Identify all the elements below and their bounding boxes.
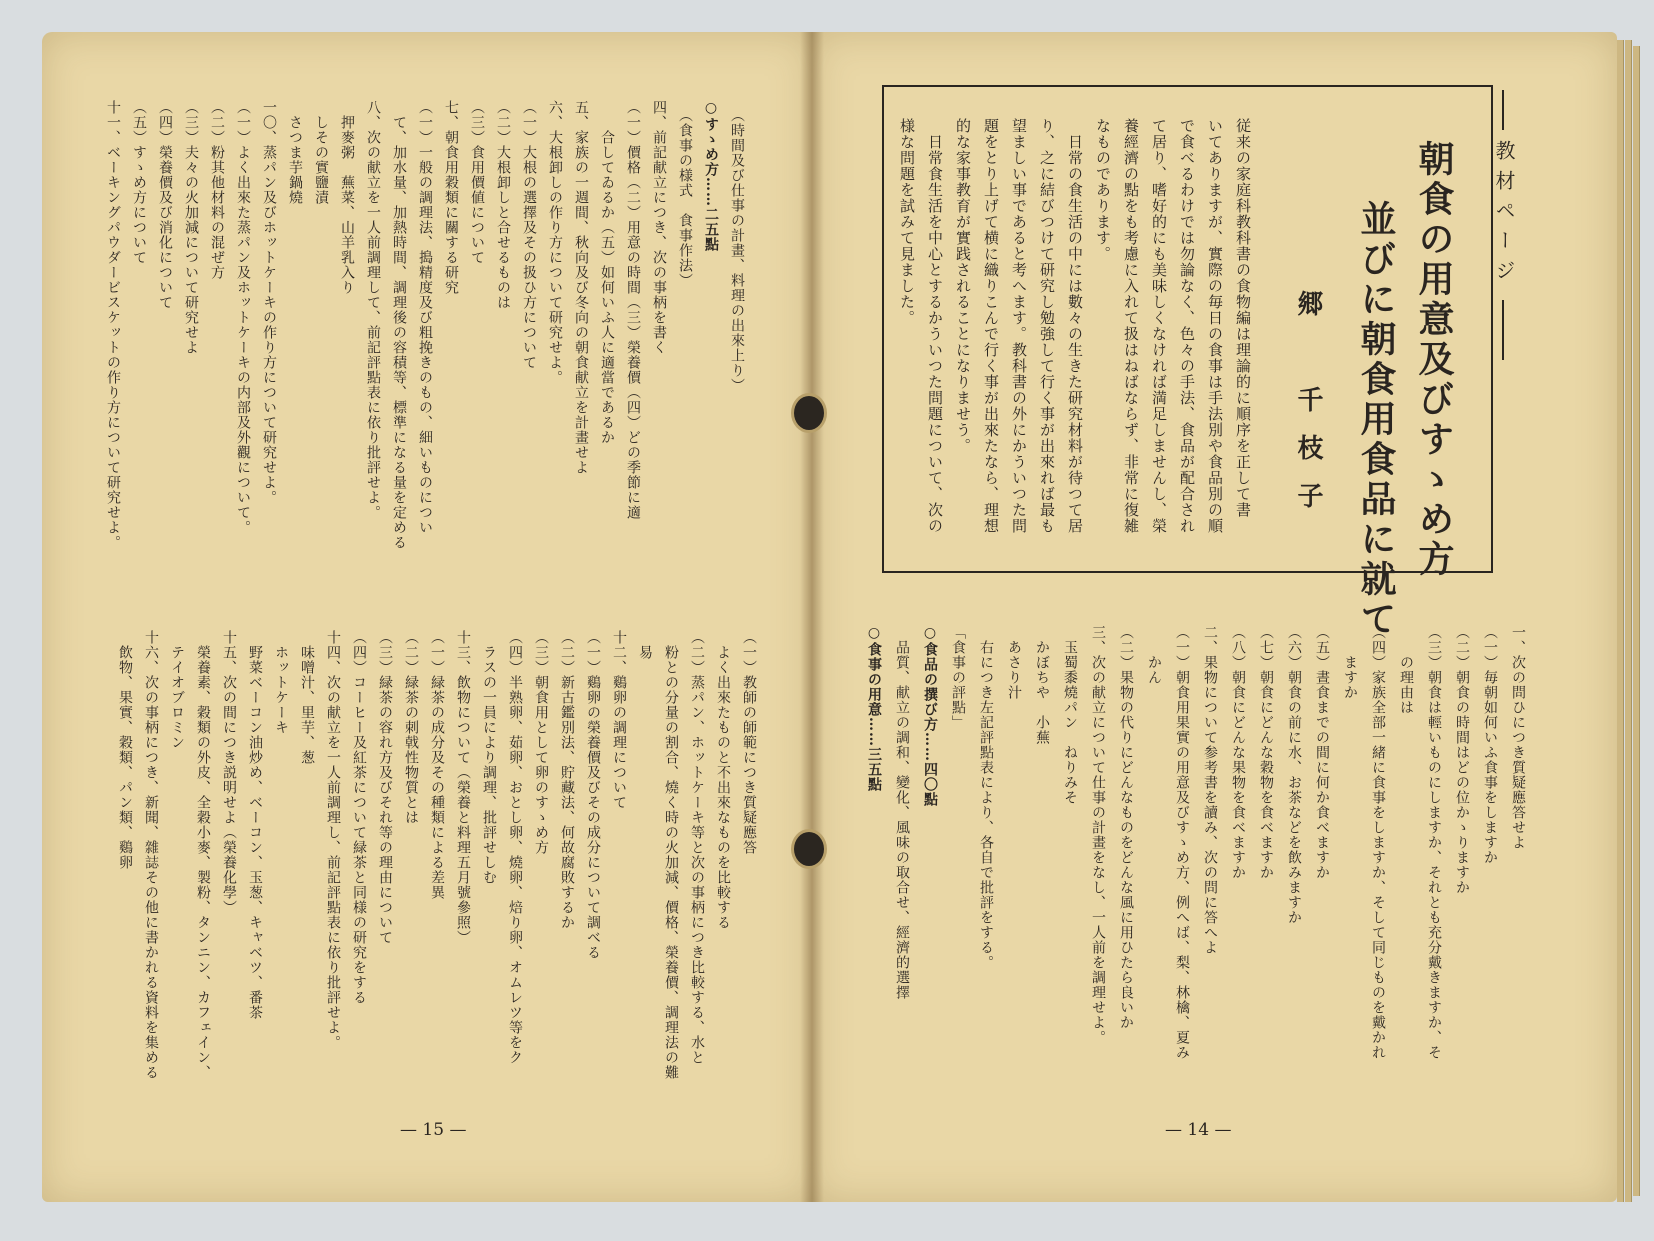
text-column: なものであります。 [1094,118,1112,262]
binding-hole [794,832,824,866]
text-column: （四）家族全部一緒に食事をしますか、そして同じものを戴かれ [1370,625,1386,1060]
text-column: 題をとり上げて横に織りこんで行く事が出來たなら、理想 [982,118,1000,534]
text-column: 三、次の献立について仕事の計畫をなし、一人前を調理せよ。 [1090,625,1106,1045]
text-column: （一）朝食用果實の用意及びすゝめ方、例へば、梨、林檎、夏み [1174,625,1190,1060]
text-column: かん [1146,625,1162,685]
text-column: （四）コーヒー及紅茶について緑茶と同様の研究をする [351,630,367,1005]
text-column: （一）教師の師範につき質疑應答 [741,630,757,855]
text-column: （三）食用價値について [469,100,485,265]
text-column: の理由は [1398,625,1414,715]
text-column: （二）粉其他材料の混ぜ方 [209,100,225,280]
corner-label: 教材ページ [1492,140,1516,290]
page-edge [1633,46,1640,1196]
article-title-line1: 朝食の用意及びすゝめ方 [1413,140,1455,580]
text-column: て居り、嗜好的にも美味しくなければ満足しませんし、榮 [1150,118,1168,534]
corner-rule [1502,300,1504,360]
page-number-right: — 14 — [1165,1120,1232,1140]
binding-hole [794,396,824,430]
text-column: 品質、献立の調和、變化、風味の取合せ、經濟的選擇 [894,625,910,1000]
text-column: ○食事の用意……三五點 [866,625,882,792]
text-column: （二）大根卸しと合せるものは [495,100,511,310]
left-lower-questions [112,630,762,1110]
text-column: り、之に結びつけて研究し勉強して行く事が出來れば最も [1038,118,1056,534]
text-column: 様な問題を試みて見ました。 [898,118,916,326]
book-spine [800,32,824,1202]
text-column: 合してゐるか（五）如何いふ人に適當であるか [599,100,615,445]
text-column: 飲物、果實、穀類、パン類、鷄卵 [117,630,133,870]
text-column: テイオブロミン [169,630,185,750]
text-column: 従来の家庭科教科書の食物編は理論的に順序を正して書 [1234,118,1252,518]
left-upper-questions [100,100,750,580]
text-column: 日常の食生活の中には數々の生きた研究材料が待つて居 [1066,118,1084,534]
text-column: しその實鹽漬 [313,100,329,205]
text-column: ホットケーキ [273,630,289,735]
text-column: （三）朝食用として卵のすゝめ方 [533,630,549,855]
page-number-left: — 15 — [400,1120,467,1140]
text-column: 榮養素、穀類の外皮、全穀小麥、製粉、タンニン、カフェイン、 [195,630,211,1080]
text-column: ○食品の撰び方……四〇點 [922,625,938,807]
text-column: 押麥粥 蕪菜、山羊乳入り [339,100,355,295]
text-column: （一）大根の選擇及その扱ひ方について [521,100,537,370]
text-column: （三）朝食は輕いものにしますか、それとも充分戴きますか、そ [1426,625,1442,1060]
text-column: （四）半熟卵、茹卵、おとし卵、燒卵、焙り卵、オムレツ等をク [507,630,523,1065]
text-column: いてありますが、實際の毎日の食事は手法別や食品別の順 [1206,118,1224,534]
text-column: （二）新古鑑別法、貯藏法、何故腐敗するか [559,630,575,930]
text-column: 右につき左記評點表により、各自で批評をする。 [978,625,994,970]
text-column: （時間及び仕事の計畫、料理の出來上り） [729,100,745,393]
text-column: （食事の様式 食事作法） [677,100,693,288]
text-column: よく出來たものと不出來なものを比較する [715,630,731,930]
text-column: （一）鷄卵の榮養價及びその成分について調べる [585,630,601,960]
corner-rule [1502,90,1504,130]
text-column: ○すゝめ方……二五點 [703,100,719,252]
text-column: 一、次の問ひにつき質疑應答せよ [1510,625,1526,850]
text-column: 一〇、蒸パン及びホットケーキの作り方について研究せよ。 [261,100,277,505]
text-column: （五）晝食までの間に何か食べますか [1314,625,1330,880]
text-column: 易 [637,630,653,660]
text-column: ラスの一員により調理、批評せしむ [481,630,497,885]
page-edge [1625,40,1632,1202]
text-column: で食べるわけでは勿論なく、色々の手法、食品が配合され [1178,118,1196,534]
text-column: （三）夫々の火加減について研究せよ [183,100,199,355]
text-column: 二、果物について参考書を讀み、次の問に答へよ [1202,625,1218,955]
page-edge [1617,40,1624,1202]
text-column: 五、家族の一週間、秋向及び冬向の朝食献立を計畫せよ [573,100,589,475]
text-column: （二）果物の代りにどんなものをどんな風に用ひたら良いか [1118,625,1134,1030]
text-column: （八）朝食にどんな果物を食べますか [1230,625,1246,880]
text-column: 的な家事教育が實践されることになりませう。 [954,118,972,454]
text-column: ますか [1342,625,1358,700]
text-column: さつま芋鍋燒 [287,100,303,205]
article-intro [893,118,1257,548]
text-column: （一）價格（二）用意の時間（三）榮養價（四）どの季節に適 [625,100,641,520]
text-column: （一）一般の調理法、搗精度及び粗挽きのもの、細いものについ [417,100,433,535]
text-column: （一）毎朝如何いふ食事をしますか [1482,625,1498,865]
article-author: 郷 千枝子 [1293,290,1323,530]
text-column: 十六、次の事柄につき、新聞、雜誌その他に書かれる資料を集める [143,630,159,1080]
text-column: （一）緑茶の成分及その種類による差異 [429,630,445,900]
text-column: 八、次の献立を一人前調理して、前記評點表に依り批評せよ。 [365,100,381,520]
text-column: （二）朝食の時間はどの位かゝりますか [1454,625,1470,895]
text-column: 六、大根卸しの作り方について研究せよ。 [547,100,563,385]
text-column: 十三、飲物について（榮養と料理五月號參照） [455,630,471,945]
article-title-line2: 並びに朝食用食品に就て [1355,200,1397,640]
text-column: 十五、次の間につき説明せよ（榮養化學） [221,630,237,915]
text-column: 日常食生活を中心とするかういつた問題について、次の [926,118,944,534]
text-column: （二）緑茶の刺戟性物質とは [403,630,419,825]
text-column: 「食事の評點」 [950,625,966,730]
text-column: 望ましい事であると考へます。教科書の外にかういつた問 [1010,118,1028,534]
text-column: 四、前記献立につき、次の事柄を書く [651,100,667,355]
text-column: て、加水量、加熱時間、調理後の容積等、標準になる量を定める [391,100,407,550]
text-column: 味噌汁、里芋、葱 [299,630,315,765]
text-column: 玉蜀黍燒パン ねりみそ [1062,625,1078,805]
text-column: （三）緑茶の容れ方及びそれ等の理由について [377,630,393,945]
text-column: 十一、ベーキングパウダービスケットの作り方について研究せよ。 [105,100,121,550]
text-column: 養經濟の點をも考慮に入れて扱はねばならず、非常に復雑 [1122,118,1140,534]
text-column: （五）すゝめ方について [131,100,147,265]
text-column: 七、朝食用穀類に關する研究 [443,100,459,295]
text-column: （七）朝食にどんな穀物を食べますか [1258,625,1274,880]
text-column: （一）よく出來た蒸パン及ホットケーキの内部及外觀について。 [235,100,251,535]
text-column: 野菜ベーコン油炒め、ベーコン、玉葱、キャベツ、番茶 [247,630,263,1020]
text-column: （六）朝食の前に水、お茶などを飲みますか [1286,625,1302,925]
text-column: あさり汁 [1006,625,1022,700]
text-column: （四）榮養價及び消化について [157,100,173,310]
text-column: 粉との分量の割合、燒く時の火加減、價格、榮養價、調理法の難 [663,630,679,1080]
text-column: かぼちや 小蕪 [1034,625,1050,745]
text-column: （二）蒸パン、ホットケーキ等と次の事柄につき比較する、水と [689,630,705,1065]
text-column: 十四、次の献立を一人前調理し、前記評點表に依り批評せよ。 [325,630,341,1050]
text-column: 十二、鷄卵の調理について [611,630,627,810]
right-questions [860,625,1532,1125]
